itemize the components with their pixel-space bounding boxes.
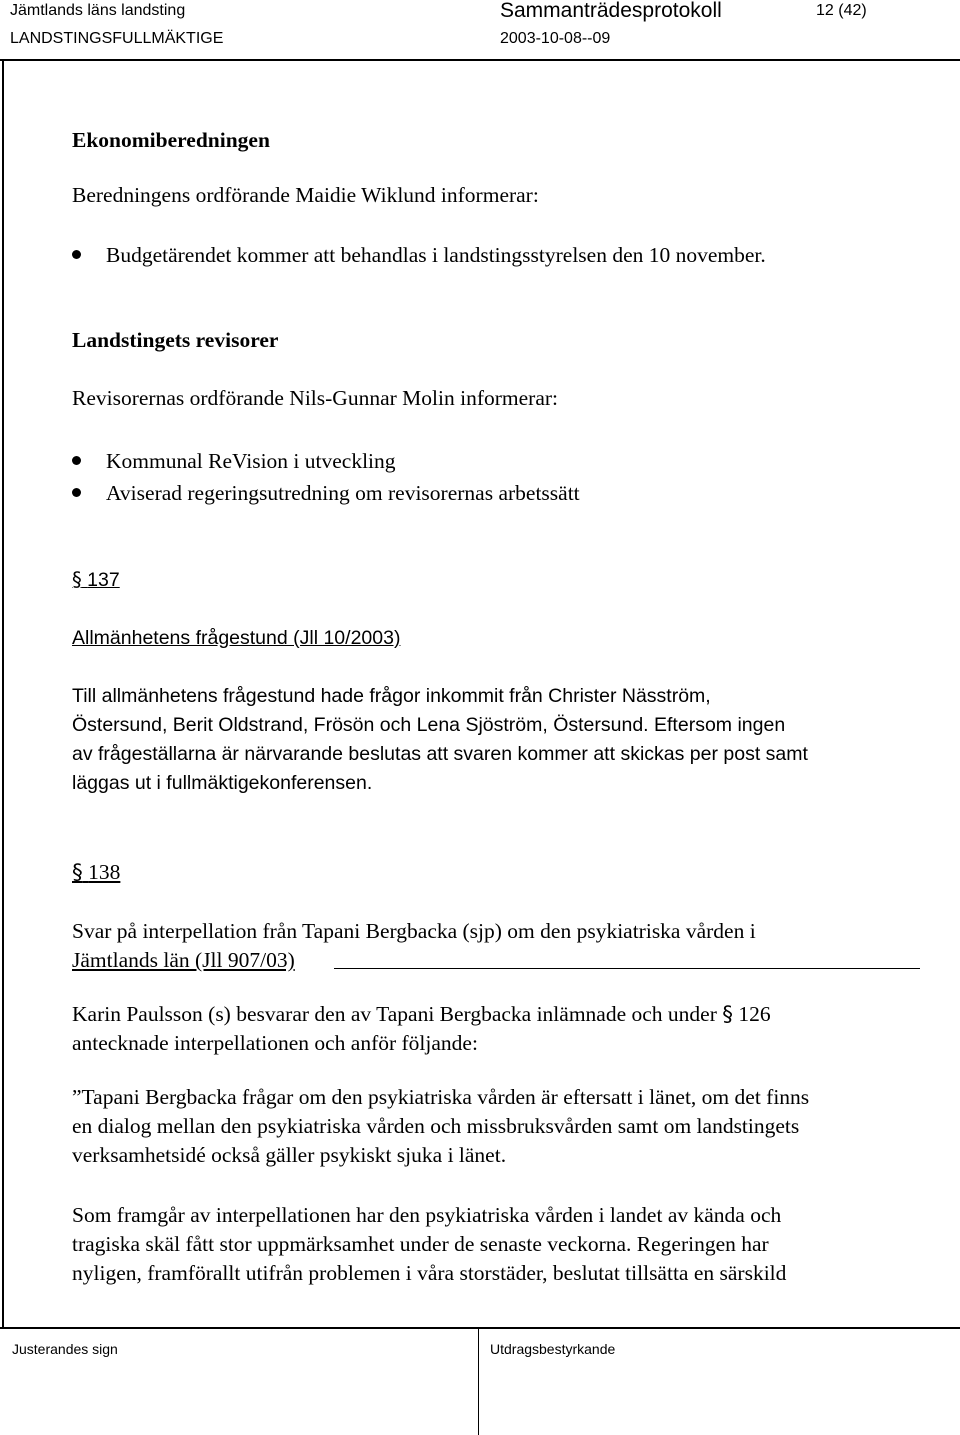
section-138-title-line1: Svar på interpellation från Tapani Bergbacka (sjp) om den psykiatriska vården i bbox=[72, 919, 756, 943]
bullet-icon bbox=[72, 456, 81, 465]
meeting-date: 2003-10-08--09 bbox=[500, 30, 611, 47]
assembly-name: LANDSTINGSFULLMÄKTIGE bbox=[10, 30, 224, 47]
audit-heading: Landstingets revisorer bbox=[72, 328, 279, 352]
body-line: nyligen, framförallt utifrån problemen i våra storstäder, beslutat tillsätta en särskild bbox=[72, 1261, 787, 1285]
section-138-paragraph bbox=[72, 1201, 786, 1288]
bullet-text: Budgetärendet kommer att behandlas i landstingsstyrelsen den 10 november. bbox=[106, 243, 766, 267]
organization-name: Jämtlands läns landsting bbox=[10, 2, 186, 19]
section-138-quote bbox=[72, 1083, 809, 1170]
body-line: ”Tapani Bergbacka frågar om den psykiatriska vården är eftersatt i länet, om det finns bbox=[72, 1085, 810, 1109]
section-138-number bbox=[72, 857, 120, 888]
body-line: verksamhetsidé också gäller psykiskt sjuka i länet. bbox=[72, 1143, 507, 1167]
left-margin-rule bbox=[2, 59, 4, 1328]
econ-intro: Beredningens ordförande Maidie Wiklund informerar: bbox=[72, 183, 539, 207]
section-137-number bbox=[72, 566, 120, 594]
section-137-title: Allmänhetens frågestund (Jll 10/2003) bbox=[72, 627, 401, 649]
footer-rule bbox=[0, 1327, 960, 1329]
bullet-icon bbox=[72, 250, 81, 259]
title-underline bbox=[334, 968, 920, 969]
body-line: antecknade interpellationen och anför följande: bbox=[72, 1031, 478, 1055]
section-138-title-line2: Jämtlands län (Jll 907/03) bbox=[72, 948, 295, 972]
certification-label: Utdragsbestyrkande bbox=[490, 1341, 616, 1357]
body-line: Till allmänhetens frågestund hade frågor inkommit från Christer Näsström, bbox=[72, 685, 711, 707]
bullet-icon bbox=[72, 488, 81, 497]
body-line: Karin Paulsson (s) besvarar den av Tapani Bergbacka inlämnade och under § 126 bbox=[72, 1002, 771, 1027]
paragraph-symbol: § bbox=[72, 568, 82, 591]
header-rule bbox=[0, 59, 960, 61]
section-number: 138 bbox=[88, 860, 121, 884]
body-line: läggas ut i fullmäktigekonferensen. bbox=[72, 772, 373, 794]
page-number: 12 (42) bbox=[816, 2, 867, 19]
bullet-text: Aviserad regeringsutredning om revisorernas arbetssätt bbox=[106, 481, 580, 505]
bullet-text: Kommunal ReVision i utveckling bbox=[106, 449, 396, 473]
paragraph-symbol: § bbox=[722, 1002, 733, 1027]
body-line: av frågeställarna är närvarande beslutas att svaren kommer att skickas per post samt bbox=[72, 743, 808, 765]
document-title: Sammanträdesprotokoll bbox=[500, 0, 722, 22]
audit-intro: Revisorernas ordförande Nils-Gunnar Molin informerar: bbox=[72, 386, 558, 410]
body-line: Östersund, Berit Oldstrand, Frösön och Lena Sjöström, Östersund. Eftersom ingen bbox=[72, 714, 786, 736]
paragraph-symbol: § bbox=[72, 860, 83, 885]
body-line: tragiska skäl fått stor uppmärksamhet under de senaste veckorna. Regeringen har bbox=[72, 1232, 769, 1256]
econ-heading: Ekonomiberedningen bbox=[72, 128, 270, 152]
section-138-intro bbox=[72, 1000, 771, 1058]
signature-label: Justerandes sign bbox=[12, 1341, 118, 1357]
body-line: Som framgår av interpellationen har den psykiatriska vården i landet av kända och bbox=[72, 1203, 782, 1227]
body-line: en dialog mellan den psykiatriska vården och missbruksvården samt om landstingets bbox=[72, 1114, 800, 1138]
section-137-body bbox=[72, 682, 808, 798]
footer-divider bbox=[478, 1329, 479, 1435]
section-number: 137 bbox=[87, 569, 120, 591]
